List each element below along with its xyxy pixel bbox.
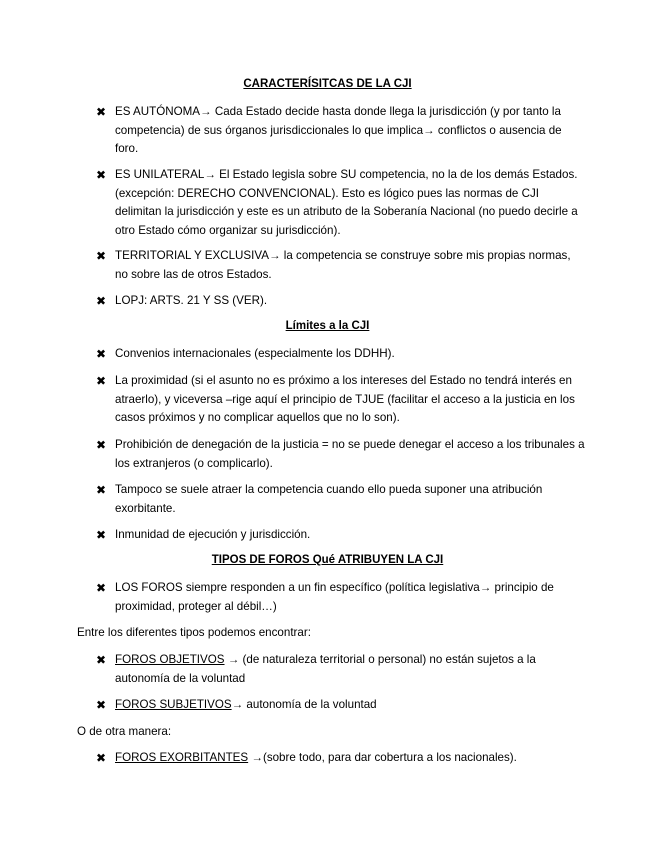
foro-description: → (de naturaleza territorial o personal) no están sujetos a la autonomía de la voluntad [115,653,536,685]
x-bullet-icon: ✖ [96,751,107,765]
x-bullet-icon: ✖ [96,294,107,308]
list-item [96,481,586,518]
list-item-text: La proximidad (si el asunto no es próximo a los intereses del Estado no tendrá interés en atraerlo), y viceversa –rige aquí el principio de TJUE (facilitar el acceso a la justicia en los casos próximos y no complicar aquellos que no lo son). [115,374,575,424]
x-bullet-icon: ✖ [96,249,107,263]
foro-term: FOROS OBJETIVOS [115,653,225,666]
list-item-text: LOS FOROS siempre responden a un fin específico (política legislativa→ principio de proximidad, proteger al débil…) [115,581,554,613]
list-item [96,345,586,364]
list-item [96,651,586,688]
foro-term: FOROS SUBJETIVOS [115,698,232,711]
list-item [96,372,586,428]
list-item-text: ES UNILATERAL→ El Estado legisla sobre SU competencia, no la de los demás Estados. (excepción: DERECHO CONVENCIONAL). Esto es lógico pues las normas de CJI delimitan la jurisdicción y este es un atributo de la Soberanía Nacional (no puedo decirle a otro Estado cómo organizar su jurisdicción). [115,168,578,237]
x-bullet-icon: ✖ [96,438,107,452]
list-item [96,166,586,240]
list-item-text: Convenios internacionales (especialmente los DDHH). [115,347,395,360]
x-bullet-icon: ✖ [96,581,107,595]
intro-paragraph: O de otra manera: [77,725,172,738]
list-item [96,103,586,159]
list-item [96,696,586,715]
x-bullet-icon: ✖ [96,347,107,361]
list-item [96,247,586,284]
list-item [96,436,586,473]
list-item-text [115,696,586,715]
list-item [96,579,586,616]
list-item-text: ES AUTÓNOMA→ Cada Estado decide hasta donde llega la jurisdicción (y por tanto la competencia) de sus órganos jurisdiccionales lo que implica→ conflictos o ausencia de foro. [115,105,562,155]
list-item [96,292,586,311]
list-item-text [115,749,586,768]
x-bullet-icon: ✖ [96,374,107,388]
x-bullet-icon: ✖ [96,653,107,667]
list-item-text: Tampoco se suele atraer la competencia cuando ello pueda suponer una atribución exorbitante. [115,483,543,515]
list-item [96,749,586,768]
section-heading-tipos-foros: TIPOS DE FOROS Qué ATRIBUYEN LA CJI [211,554,444,566]
x-bullet-icon: ✖ [96,528,107,542]
list-item-text: Prohibición de denegación de la justicia = no se puede denegar el acceso a los tribunales a los extranjeros (o complicarlo). [115,438,585,470]
list-item-text: LOPJ: ARTS. 21 Y SS (VER). [115,294,268,307]
x-bullet-icon: ✖ [96,168,107,182]
foro-description: → autonomía de la voluntad [231,698,377,711]
list-item-text: TERRITORIAL Y EXCLUSIVA→ la competencia se construye sobre mis propias normas, no sobre las de otros Estados. [115,249,571,281]
foro-description: →(sobre todo, para dar cobertura a los nacionales). [248,751,517,764]
list-item [96,526,586,545]
list-item-text [115,651,586,688]
x-bullet-icon: ✖ [96,698,107,712]
x-bullet-icon: ✖ [96,105,107,119]
x-bullet-icon: ✖ [96,483,107,497]
intro-paragraph: Entre los diferentes tipos podemos encontrar: [77,626,311,639]
section-heading-limites: Límites a la CJI [285,320,370,332]
foro-term: FOROS EXORBITANTES [115,751,249,764]
section-heading-caracteristicas: CARACTERÍSITCAS DE LA CJI [243,78,412,90]
list-item-text: Inmunidad de ejecución y jurisdicción. [115,528,311,541]
